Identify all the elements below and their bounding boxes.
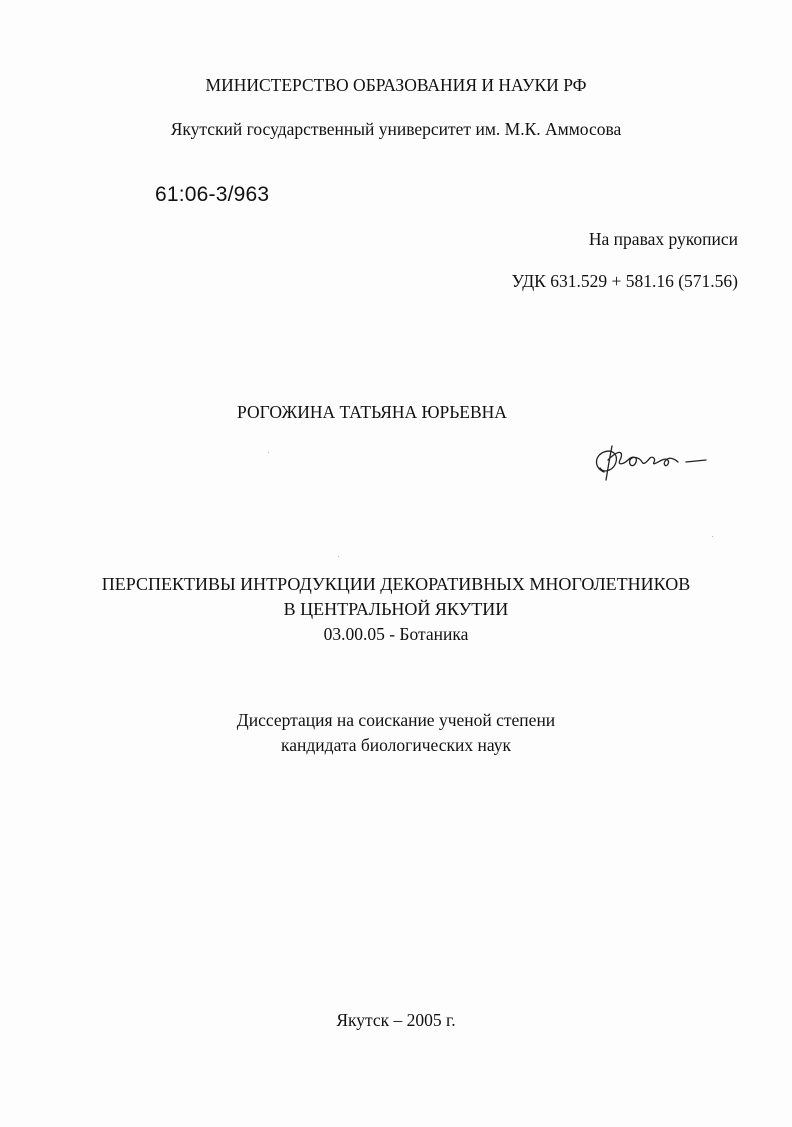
university-name: Якутский государственный университет им. М.К. Аммосова	[170, 119, 622, 139]
specialty-code: 03.00.05 - Ботаника	[323, 624, 469, 644]
thesis-title-line-2: В ЦЕНТРАЛЬНОЙ ЯКУТИИ	[283, 599, 509, 619]
author-name: РОГОЖИНА ТАТЬЯНА ЮРЬЕВНА	[237, 402, 507, 422]
handwritten-signature-icon	[590, 438, 710, 484]
scan-speck	[268, 452, 269, 453]
scan-speck	[338, 556, 339, 557]
manuscript-rights-note: На правах рукописи	[588, 229, 738, 249]
degree-line-2: кандидата биологических наук	[281, 735, 511, 755]
udk-code: УДК 631.529 + 581.16 (571.56)	[511, 271, 738, 291]
archive-stamp-code: 61:06-3/963	[155, 183, 270, 206]
thesis-title-line-1: ПЕРСПЕКТИВЫ ИНТРОДУКЦИИ ДЕКОРАТИВНЫХ МНОГОЛЕТНИКОВ	[101, 574, 691, 594]
ministry-heading: МИНИСТЕРСТВО ОБРАЗОВАНИЯ И НАУКИ РФ	[205, 75, 587, 95]
scan-speck	[712, 536, 713, 537]
degree-line-1: Диссертация на соискание ученой степени	[236, 710, 556, 730]
city-year: Якутск – 2005 г.	[336, 1010, 456, 1030]
